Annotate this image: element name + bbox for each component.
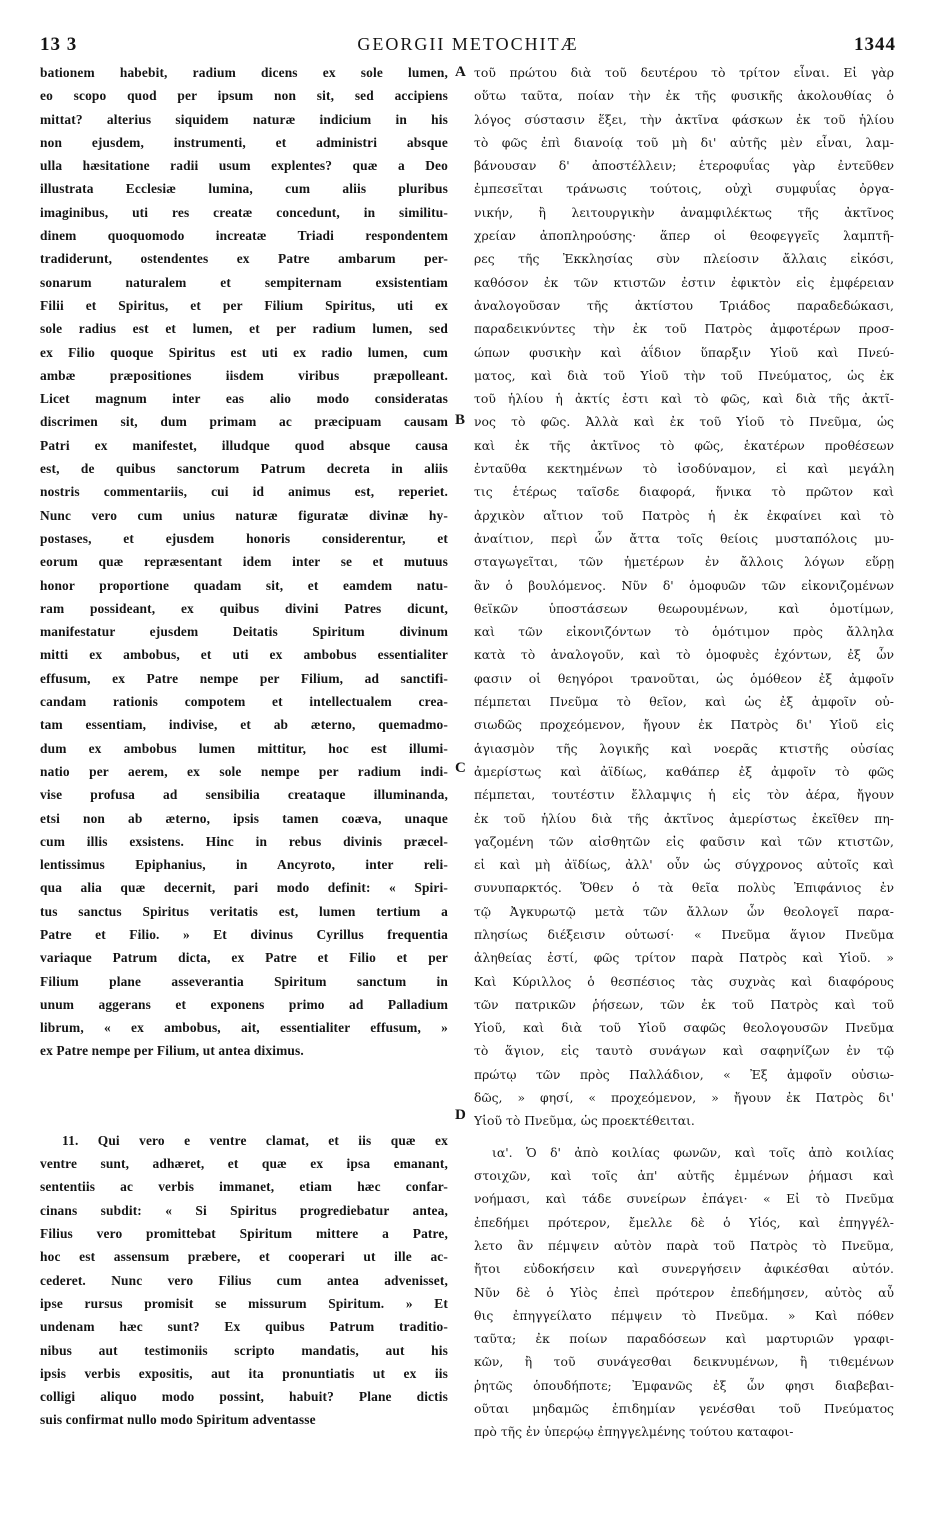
greek-paragraph-2 xyxy=(474,1141,894,1444)
text-line: Patri ex manifestet, illudque quod absque causa xyxy=(40,437,448,453)
text-line: ambæ præpositiones iisdem viribus præpolleant. xyxy=(40,367,448,383)
text-line: συνυπαρκτός. Ὅθεν ὁ τὰ θεῖα πολὺς Ἐπιφάνιος ἐν xyxy=(474,880,894,896)
text-line: τὸ ἅγιον, εἰς ταυτὸ συνάγων καὶ σαφηνίζων ἐν τῷ xyxy=(474,1043,894,1059)
text-line: κατὰ τὸ ἀναλογοῦν, καὶ τὸ ὁμοφυὲς ἐχόντων, ἐξ ὧν xyxy=(474,647,894,663)
text-line: παραδεικνύντες τὴν ἐκ τοῦ Πατρὸς ἀμφοτέρων προσ- xyxy=(474,321,894,337)
text-line: καὶ τῶν εἰκονιζόντων τὸ ὁμότιμον πρὸς ἄλληλα xyxy=(474,624,894,640)
text-line: librum, « ex ambobus, ait, essentialiter effusum, » xyxy=(40,1020,448,1036)
running-title: GEORGII METOCHITÆ xyxy=(357,34,579,54)
text-line: honor proportione quadam sit, et eamdem natu- xyxy=(40,577,448,593)
text-line: Patre et Filio. » Et divinus Cyrillus frequentia xyxy=(40,926,448,942)
text-line: postases, et ejusdem honoris considerentur, et xyxy=(40,530,448,546)
margin-marker-c: C xyxy=(455,760,466,776)
greek-paragraph-1 xyxy=(474,61,894,1133)
text-line: Υἱοῦ τὸ Πνεῦμα, ὡς προεκτέθειται. xyxy=(474,1113,695,1129)
page-number-right: 1344 xyxy=(854,34,896,55)
text-line: ματος, καὶ διὰ τοῦ Υἱοῦ τὴν τοῦ Πνεύματος, ὡς ἐκ xyxy=(474,367,894,383)
text-line: τοῦ πρώτου διὰ τοῦ δευτέρου τὸ τρίτον εἶναι. Εἰ γὰρ xyxy=(474,65,894,80)
text-line: ἀμερίστως καὶ ἀϊδίως, καθάπερ ἐξ ἀμφοῖν τὸ φῶς xyxy=(474,763,894,779)
text-line: lentissimus Epiphanius, in Ancyroto, inter reli- xyxy=(40,857,448,873)
text-line: imaginibus, uti res creatæ concedunt, in similitu- xyxy=(40,204,448,220)
text-line: πέμπεται, τουτέστιν ἔλλαμψις ἡ εἰς τὸν ἀέρα, ἤγουν xyxy=(474,787,894,803)
text-line: ἂν ὁ βουλόμενος. Νῦν δ' ὁμοφυῶν τῶν εἰκονιζομένων xyxy=(474,577,894,593)
text-line: ulla hæsitatione radii usum explentes? quæ a Deo xyxy=(40,158,448,174)
text-line: eorum quæ repræsentant idem inter se et mutuus xyxy=(40,554,448,570)
text-line: cum illis exsistens. Hinc in rebus divinis præcel- xyxy=(40,833,448,849)
text-line: colligi aliquo modo possint, habuit? Plane dictis xyxy=(40,1389,448,1405)
text-line: tradiderunt, ostendentes ex Patre ambarum per- xyxy=(40,251,448,267)
text-line: ἀληθείας ἐστί, φῶς τρίτον παρὰ Πατρὸς καὶ Υἱοῦ. » xyxy=(474,950,894,966)
text-line: Licet magnum inter eas alio modo consideratas xyxy=(40,391,448,407)
running-header xyxy=(40,34,896,58)
text-line: τοῦ ἡλίου ἡ ἀκτίς ἐστι καὶ τὸ φῶς, καὶ διὰ τῆς ἀκτῖ- xyxy=(474,391,894,407)
text-line: γαζομένη τῶν αἰσθητῶν εἰς φαῦσιν καὶ τῶν κτιστῶν, xyxy=(474,833,894,849)
text-line: non ejusdem, instrumenti, et administri absque xyxy=(40,134,448,150)
text-line: Filii et Spiritus, et per Filium Spiritus, uti ex xyxy=(40,297,448,313)
text-line: νικήν, ἢ λειτουργικὴν ἀναμφιλέκτως τῆς ἀκτῖνος xyxy=(474,204,894,220)
text-line: sole radius est et lumen, et per radium lumen, sed xyxy=(40,321,448,337)
text-line: δῶς, » φησί, « προχεόμενον, » ἤγουν ἐκ Πατρὸς δι' xyxy=(474,1090,894,1106)
text-line: 11. Qui vero e ventre clamat, et iis quæ ex xyxy=(62,1132,448,1148)
text-line: discrimen sit, dum primam ac præcipuam causam xyxy=(40,414,448,430)
text-line: tam essentiam, indivise, et ab æterno, quemadmo- xyxy=(40,717,448,733)
text-line: illustrata Ecclesiæ lumina, cum aliis pluribus xyxy=(40,181,448,197)
text-line: ex Patre nempe per Filium, ut antea diximus. xyxy=(40,1043,304,1059)
text-line: variaque Patrum dicta, ex Patre et Filio et per xyxy=(40,950,448,966)
text-line: λετο ἂν πέμψειν αὐτὸν παρὰ τοῦ Πατρὸς τὸ Πνεῦμα, xyxy=(474,1237,894,1253)
text-line: ια'. Ὁ δ' ἀπὸ κοιλίας φωνῶν, καὶ τοῖς ἀπὸ κοιλίας xyxy=(492,1144,894,1160)
text-line: sonarum naturalem et sempiternam exsistentiam xyxy=(40,274,448,290)
text-line: mittat? alterius siquidem naturæ indicium in his xyxy=(40,111,448,127)
text-line: πέμπεται Πνεῦμα τὸ θεῖον, καὶ ὡς ἐξ ἀμφοῖν οὐ- xyxy=(474,694,894,710)
text-line: σιωδῶς προχεόμενον, ἤγουν ἐκ Πατρὸς δι' Υἱοῦ εἰς xyxy=(474,717,894,733)
text-line: φασιν οἱ θεηγόροι τρανοῦται, ὡς ὁμόθεον ἐξ ἀμφοῖν xyxy=(474,670,894,686)
text-line: unum aggerans et exponens primo ad Palladium xyxy=(40,996,448,1012)
text-line: undenam hæc sunt? Ex quibus Patrum traditio- xyxy=(40,1319,448,1335)
text-line: νοήμασι, καὶ τάδε συνείρων ἐπάγει· « Εἰ τὸ Πνεῦμα xyxy=(474,1191,894,1207)
text-line: Filium plane asseverantia Spiritum sanctum in xyxy=(40,973,448,989)
text-line: τις ἑτέρως ταῖσδε διαφορά, ἥνικα τὸ πρῶτον καὶ xyxy=(474,484,894,500)
text-line: tus sanctus Spiritus veritatis est, lumen tertium a xyxy=(40,903,448,919)
text-line: ipse rursus promisit se missurum Spiritum. » Et xyxy=(40,1295,448,1311)
text-line: οὕτω ταῦτα, ποίαν τὴν ἐκ τῆς φυσικῆς ἀκολουθίας ὁ xyxy=(474,88,894,104)
text-line: ἐνταῦθα κεκτημένων τὸ ἰσοδύναμον, εἰ καὶ μεγάλη xyxy=(474,461,894,477)
text-line: κῶν, ἢ τοῦ συνάγεσθαι δεικνυμένων, ἢ τιθεμένων xyxy=(474,1354,894,1370)
text-line: πρὸ τῆς ἐν ὑπερῴῳ ἐπηγγελμένης τούτου καταφοι- xyxy=(474,1424,794,1440)
text-line: οῦται μηδαμῶς ἐπιδημίαν γενέσθαι τοῦ Πνεύματος xyxy=(474,1401,894,1417)
text-line: ventre sunt, adhæret, et quæ ex ipsa emanant, xyxy=(40,1156,448,1172)
text-line: ἀρχικὸν αἴτιον τοῦ Πατρὸς ἡ ἐκ ἐκφαίνει καὶ τὸ xyxy=(474,507,894,523)
text-line: hoc est assensum præbere, et cooperari ut ille ac- xyxy=(40,1249,448,1265)
page-number-left: 13 3 xyxy=(40,34,78,55)
text-line: ταῦτα; ἐκ ποίων παραδόσεων καὶ μαρτυριῶν γραφι- xyxy=(474,1331,894,1347)
text-line: bationem habebit, radium dicens ex sole lumen, xyxy=(40,65,448,80)
text-line: ώπων φυσικὴν καὶ ἀΐδιον ὕπαρξιν Υἱοῦ καὶ Πνεύ- xyxy=(474,344,894,360)
text-line: nostris commentariis, cui id animus est, reperiet. xyxy=(40,484,448,500)
text-line: πλησίως διέξεισιν οὑτωσί· « Πνεῦμα ἅγιον Πνεῦμα xyxy=(474,926,894,942)
text-line: ῥητῶς ὁπουδήποτε; Ἐμφανῶς ἐξ ὧν φησι διαβεβαι- xyxy=(474,1377,894,1393)
text-line: βάνουσαν δ' ἀποστέλλειν; ἑτεροφυΐας γὰρ ἐντεῦθεν xyxy=(474,158,894,174)
text-line: Nunc vero cum unius naturæ figuratæ divinæ hy- xyxy=(40,507,448,523)
text-line: ipsis verbis expositis, aut ita pronuntiatis ut ex iis xyxy=(40,1365,448,1381)
text-line: est, de quibus sanctorum Patrum decreta in aliis xyxy=(40,461,448,477)
text-line: natio per aerem, ex sole nempe per radium indi- xyxy=(40,763,448,779)
text-line: τῶν πατρικῶν ῥήσεων, τῶν ἐκ τοῦ Πατρὸς καὶ τοῦ xyxy=(474,996,894,1012)
text-line: εἰ καὶ μὴ ἀϊδίως, ἀλλ' οὖν ὡς σύγχρονος αὐτοῖς καὶ xyxy=(474,857,894,873)
text-line: νος τὸ φῶς. Ἀλλὰ καὶ ἐκ τοῦ Υἱοῦ τὸ Πνεῦμα, ὡς xyxy=(474,414,894,430)
text-line: dinem quoquomodo increatæ Triadi respondentem xyxy=(40,228,448,244)
margin-marker-b: B xyxy=(455,412,466,428)
text-line: candam rationis compotem et intellectualem crea- xyxy=(40,694,448,710)
text-line: cederet. Nunc vero Filius cum antea advenisset, xyxy=(40,1272,448,1288)
margin-marker-a: A xyxy=(455,64,466,80)
text-line: manifestatur ejusdem Deitatis Spiritum divinum xyxy=(40,624,448,640)
text-line: σταγωγεῖται, τῶν ἡμετέρων ἐν ἄλλοις λόγων εὕρῃ xyxy=(474,554,894,570)
text-line: ex Filio quoque Spiritus est uti ex radio lumen, cum xyxy=(40,344,448,360)
text-line: nibus aut testimoniis scripto mandatis, aut his xyxy=(40,1342,448,1358)
text-line: ἁγιασμὸν τῆς λογικῆς καὶ νοερᾶς κτιστῆς οὐσίας xyxy=(474,740,894,756)
latin-paragraph-2 xyxy=(40,1129,448,1432)
text-line: Καὶ Κύριλλος ὁ θεσπέσιος τὰς συχνὰς καὶ διαφόρους xyxy=(474,973,894,989)
text-line: χρείαν ἀποπληρούσης· ἅπερ οἱ θεοφεγγεῖς λαμπτῆ- xyxy=(474,228,894,244)
text-line: eo scopo quod per ipsum non sit, sed accipiens xyxy=(40,88,448,104)
text-line: ἐμπεσεῖται τράνωσις τούτοις, οὐχὶ συμφυΐας ὀργα- xyxy=(474,181,894,197)
text-line: dum ex ambobus lumen mittitur, hoc est illumi- xyxy=(40,740,448,756)
text-line: etsi non ab æterno, ipsis tamen coæva, unaque xyxy=(40,810,448,826)
text-line: Filius vero promittebat Spiritum mittere a Patre, xyxy=(40,1226,448,1242)
text-line: mitti ex ambobus, et uti ex ambobus essentialiter xyxy=(40,647,448,663)
text-line: Νῦν δὲ ὁ Υἱὸς ἐπεὶ πρότερον ἐπεδήμησεν, αὐτὸς αὖ xyxy=(474,1284,894,1300)
text-line: καὶ ἐκ τῆς ἀκτῖνος τὸ φῶς, ἑκατέρων προθέσεων xyxy=(474,437,894,453)
text-line: ram possideant, ex quibus divini Patres dicunt, xyxy=(40,600,448,616)
text-line: ἀναίτιον, περὶ ὧν ἄττα τοῖς θείοις μυσταπόλοις μυ- xyxy=(474,530,894,546)
text-line: ρες τῆς Ἐκκλησίας σὺν πλείοσιν ἄλλαις εἰκόσι, xyxy=(474,251,894,267)
text-line: θεϊκῶν ὑποστάσεων θεωρουμένων, καὶ ὁμοτίμων, xyxy=(474,600,894,616)
text-line: καθόσον ἐκ τῶν κτιστῶν ἐστιν ἐφικτὸν εἰς ἐμφέρειαν xyxy=(474,274,894,290)
text-line: ἐκ τοῦ ἡλίου διὰ τῆς ἀκτῖνος ἀμερίστως ἐκεῖθεν πη- xyxy=(474,810,894,826)
text-line: τὸ φῶς ἐπὶ διανοίᾳ τοῦ μὴ δι' αὐτῆς μὲν εἶναι, λαμ- xyxy=(474,134,894,150)
margin-marker-d: D xyxy=(455,1107,466,1123)
text-line: στοιχῶν, καὶ τοῖς ἀπ' αὐτῆς ἐμμένων ῥήμασι καὶ xyxy=(474,1168,894,1184)
text-line: ἐπεδήμει πρότερον, ἔμελλε δὲ ὁ Υἱός, καὶ ἐπηγγέλ- xyxy=(474,1214,894,1230)
text-line: effusum, ex Patre nempe per Filium, ad sanctifi- xyxy=(40,670,448,686)
text-line: cinans subdit: « Si Spiritus progrediebatur antea, xyxy=(40,1202,448,1218)
text-line: suis confirmat nullo modo Spiritum adventasse xyxy=(40,1412,316,1428)
text-line: πρώτῳ τῶν πρὸς Παλλάδιον, « Ἐξ ἀμφοῖν οὐσιω- xyxy=(474,1066,894,1082)
text-line: ἀναλογοῦσαν τῆς ἀκτίστου Τριάδος παραδεδώκασι, xyxy=(474,297,894,313)
text-line: θις ἐπηγγείλατο πέμψειν τὸ Πνεῦμα. » Καὶ πόθεν xyxy=(474,1307,894,1323)
text-line: Υἱοῦ, καὶ διὰ τοῦ Υἱοῦ σαφῶς θεολογουσῶν Πνεῦμα xyxy=(474,1020,894,1036)
text-line: τῷ Ἀγκυρωτῷ μετὰ τῶν ἄλλων ὧν θεολογεῖ παρα- xyxy=(474,903,894,919)
text-line: vise profusa ad sensibilia creataque illuminanda, xyxy=(40,787,448,803)
text-line: λόγος σύστασιν ἕξει, τὴν ἀκτῖνα φάσκων ἐκ τοῦ ἡλίου xyxy=(474,111,894,127)
text-line: qua alia quæ decernit, pari modo definit: « Spiri- xyxy=(40,880,448,896)
text-line: sententiis ac verbis immanet, etiam hæc confar- xyxy=(40,1179,448,1195)
latin-paragraph-1 xyxy=(40,61,448,1063)
text-line: ἤτοι εὐδοκήσειν καὶ συνεργήσειν ἀφικέσθαι αὐτόν. xyxy=(474,1261,894,1277)
